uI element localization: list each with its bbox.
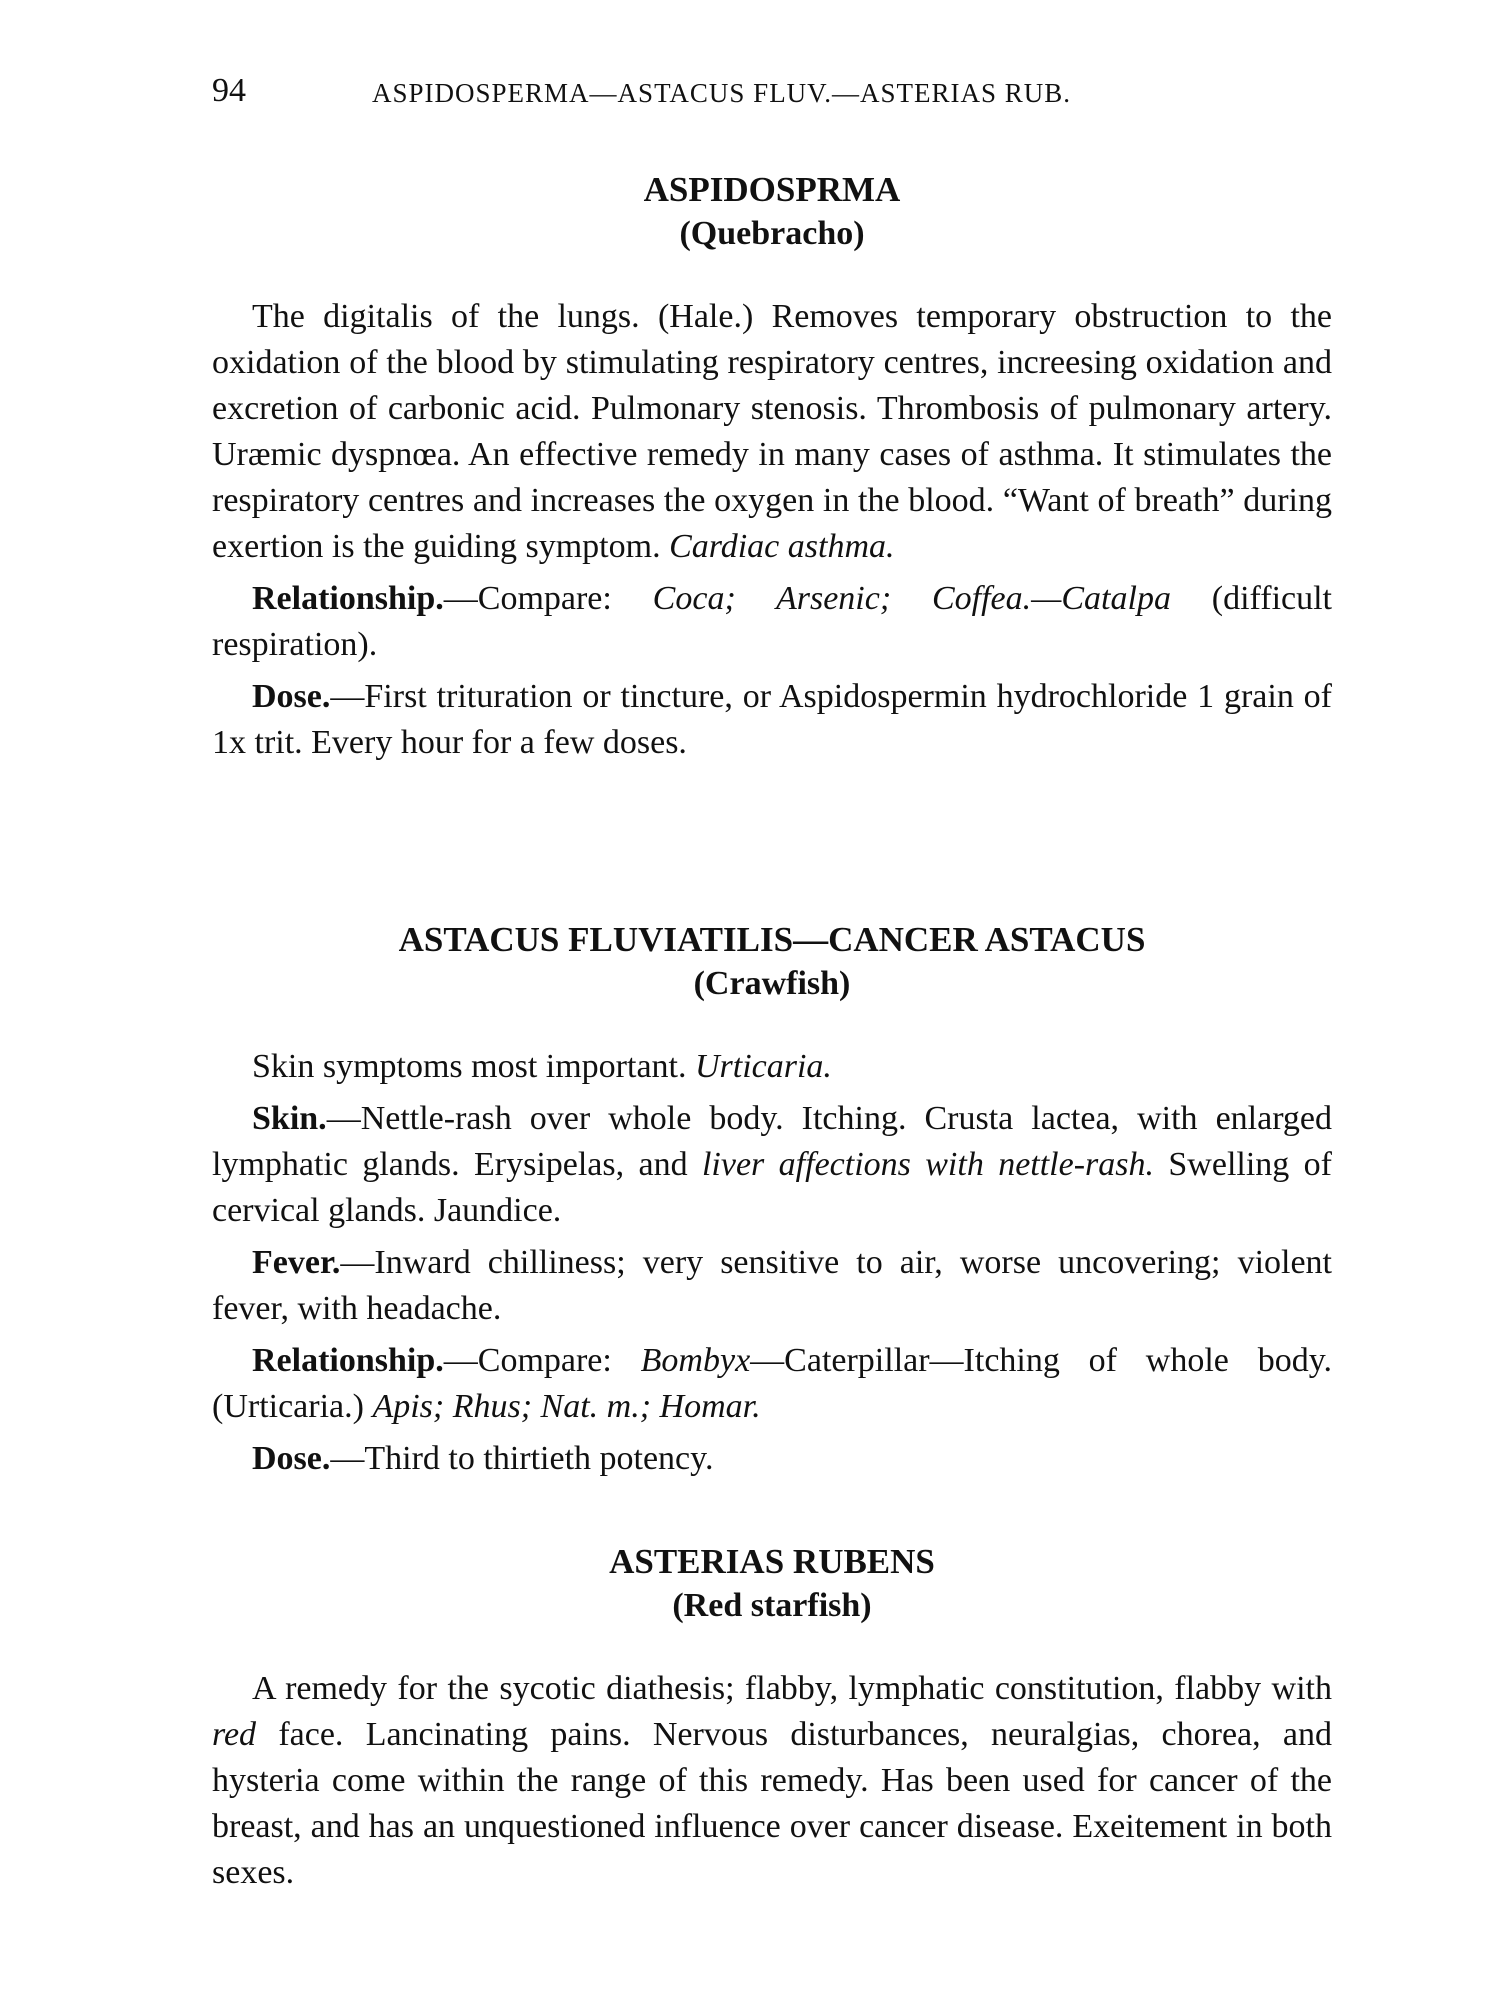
relationship-label: Relationship. [252,1342,444,1379]
intro-text: The digitalis of the lungs. (Hale.) Removes temporary obstruction to the oxidation of the blood by stimulating respiratory centres, increesing oxidation and excretion of carbonic acid. Pulmonary stenosis. Thrombosis of pulmonary artery. Uræmic dyspnœa. An effective remedy in many cases of asthma. It stimulates the respiratory centres and increases the oxygen in the blood. “Want of breath” during exertion is the guiding symptom. [212,298,1332,565]
entry-title: ASTERIAS RUBENS [609,1542,935,1581]
relationship-remedy: Bombyx [640,1342,751,1379]
entry-intro [212,1044,1332,1090]
dose-paragraph [212,1436,1332,1482]
entry-subtitle: (Crawfish) [693,965,851,1002]
relationship-mid: —Caterpillar—Itching of whole body. (Urticaria.) [212,1342,1332,1425]
running-title: ASPIDOSPERMA—ASTACUS FLUV.—ASTERIAS RUB. [372,78,1071,108]
fever-paragraph [212,1240,1332,1332]
entry-intro [212,1666,1332,1896]
relationship-text: —Compare: [443,1342,641,1379]
intro-text: Skin symptoms most important. [252,1048,695,1085]
entry-aspidosperma [212,168,1332,772]
intro-italic: red [212,1716,257,1753]
intro-italic: Cardiac asthma. [669,528,895,565]
intro-italic: Urticaria. [694,1048,832,1085]
dose-text: —First trituration or tincture, or Aspidospermin hydrochloride 1 grain of 1x trit. Every hour for a few doses. [212,678,1332,761]
dose-label: Dose. [252,678,331,715]
intro-text-a: A remedy for the sycotic diathesis; flabby, lymphatic constitution, flabby with [252,1670,1332,1707]
entry-subtitle: (Red starfish) [672,1587,872,1624]
relationship-tail: (difficult respiration). [212,580,1333,663]
dose-text: —Third to thirtieth potency. [330,1440,714,1477]
entry-asterias [212,1540,1332,1902]
dose-paragraph [212,674,1332,766]
dose-label: Dose. [252,1440,331,1477]
entry-astacus [212,918,1332,1488]
skin-paragraph [212,1096,1332,1234]
relationship-paragraph [212,576,1332,668]
fever-text: —Inward chilliness; very sensitive to air, worse uncovering; violent fever, with headache. [212,1244,1332,1327]
skin-text: —Nettle-rash over whole body. Itching. Crusta lactea, with enlarged lymphatic glands. Erysipelas, and [212,1100,1332,1183]
entry-title: ASTACUS FLUVIATILIS—CANCER ASTACUS [398,920,1146,959]
skin-label: Skin. [252,1100,327,1137]
entry-title: ASPIDOSPRMA [643,170,901,209]
intro-text-b: face. Lancinating pains. Nervous disturbances, neuralgias, chorea, and hysteria come within the range of this remedy. Has been used for cancer of the breast, and has an unquestioned influence over cancer disease. Exeitement in both sexes. [212,1716,1332,1891]
relationship-label: Relationship. [252,580,444,617]
fever-label: Fever. [252,1244,341,1281]
entry-intro [212,294,1332,570]
relationship-paragraph [212,1338,1332,1430]
skin-italic: liver affections with nettle-rash. [701,1146,1155,1183]
entry-subtitle: (Quebracho) [679,215,865,252]
page-number: 94 [212,72,246,109]
relationship-remedies: Apis; Rhus; Nat. m.; Homar. [372,1388,761,1425]
relationship-remedies: Coca; Arsenic; Coffea.—Catalpa [652,580,1171,617]
relationship-text: —Compare: [443,580,653,617]
skin-tail: Swelling of cervical glands. Jaundice. [212,1146,1332,1229]
